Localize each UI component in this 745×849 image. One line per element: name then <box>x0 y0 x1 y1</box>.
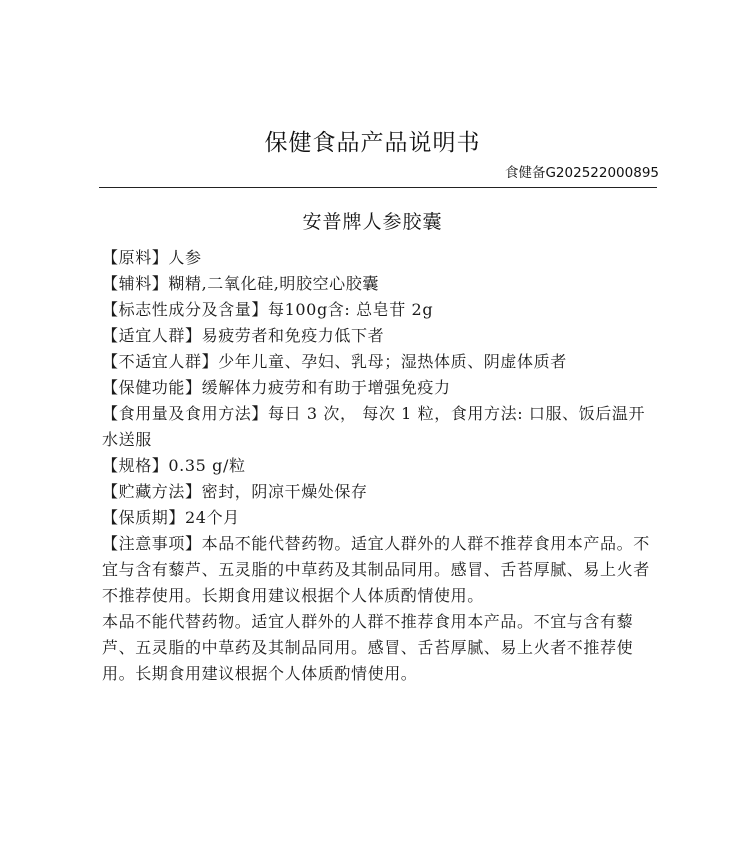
field-health-function <box>102 375 650 401</box>
field-dosage-method <box>102 401 650 453</box>
document-title: 保健食品产品说明书 <box>264 130 481 156</box>
title-divider <box>99 187 657 188</box>
field-value: 24个月 <box>185 508 240 527</box>
field-specification <box>102 453 650 479</box>
field-label: 【适宜人群】 <box>102 326 202 345</box>
field-value: 缓解体力疲劳和有助于增强免疫力 <box>201 378 451 397</box>
field-value: 本品不能代替药物。适宜人群外的人群不推荐食用本产品。不宜与含有藜芦、五灵脂的中草药及其制品同用。感冒、舌苔厚腻、易上火者不推荐使用。长期食用建议根据个人体质酌情使用。 <box>102 534 650 605</box>
field-label: 【不适宜人群】 <box>102 352 219 371</box>
field-marker-component <box>102 297 650 323</box>
precaution-note: 本品不能代替药物。适宜人群外的人群不推荐食用本产品。不宜与含有藜芦、五灵脂的中草药及其制品同用。感冒、舌苔厚腻、易上火者不推荐使用。长期食用建议根据个人体质酌情使用。 <box>102 612 634 683</box>
field-label: 【规格】 <box>102 456 169 475</box>
field-ingredients <box>102 245 650 271</box>
field-label: 【贮藏方法】 <box>102 482 202 501</box>
field-value: 糊精,二氧化硅,明胶空心胶囊 <box>168 274 379 293</box>
field-label: 【食用量及食用方法】 <box>102 404 269 423</box>
field-shelf-life <box>102 505 650 531</box>
field-suitable-population <box>102 323 650 349</box>
instruction-body <box>102 245 650 687</box>
field-value: 易疲劳者和免疫力低下者 <box>201 326 385 345</box>
field-value: 密封，阴凉干燥处保存 <box>201 482 368 501</box>
field-label: 【原料】 <box>102 248 169 267</box>
field-value: 每日 3 次， 每次 1 粒，食用方法: 口服、饭后温开水送服 <box>102 404 646 449</box>
field-value: 0.35 g/粒 <box>168 456 246 475</box>
field-label: 【标志性成分及含量】 <box>102 300 269 319</box>
field-value: 少年儿童、孕妇、乳母；湿热体质、阴虚体质者 <box>218 352 567 371</box>
field-label: 【保质期】 <box>102 508 186 527</box>
field-label: 【注意事项】 <box>102 534 202 553</box>
field-precautions <box>102 531 650 609</box>
field-value: 每100g含: 总皂苷 2g <box>268 300 434 319</box>
filing-number: 食健备G202522000895 <box>504 165 659 181</box>
product-name: 安普牌人参胶囊 <box>302 211 443 233</box>
field-storage <box>102 479 650 505</box>
field-unsuitable-population <box>102 349 650 375</box>
field-excipients <box>102 271 650 297</box>
field-label: 【辅料】 <box>102 274 169 293</box>
field-label: 【保健功能】 <box>102 378 202 397</box>
field-value: 人参 <box>168 248 202 267</box>
